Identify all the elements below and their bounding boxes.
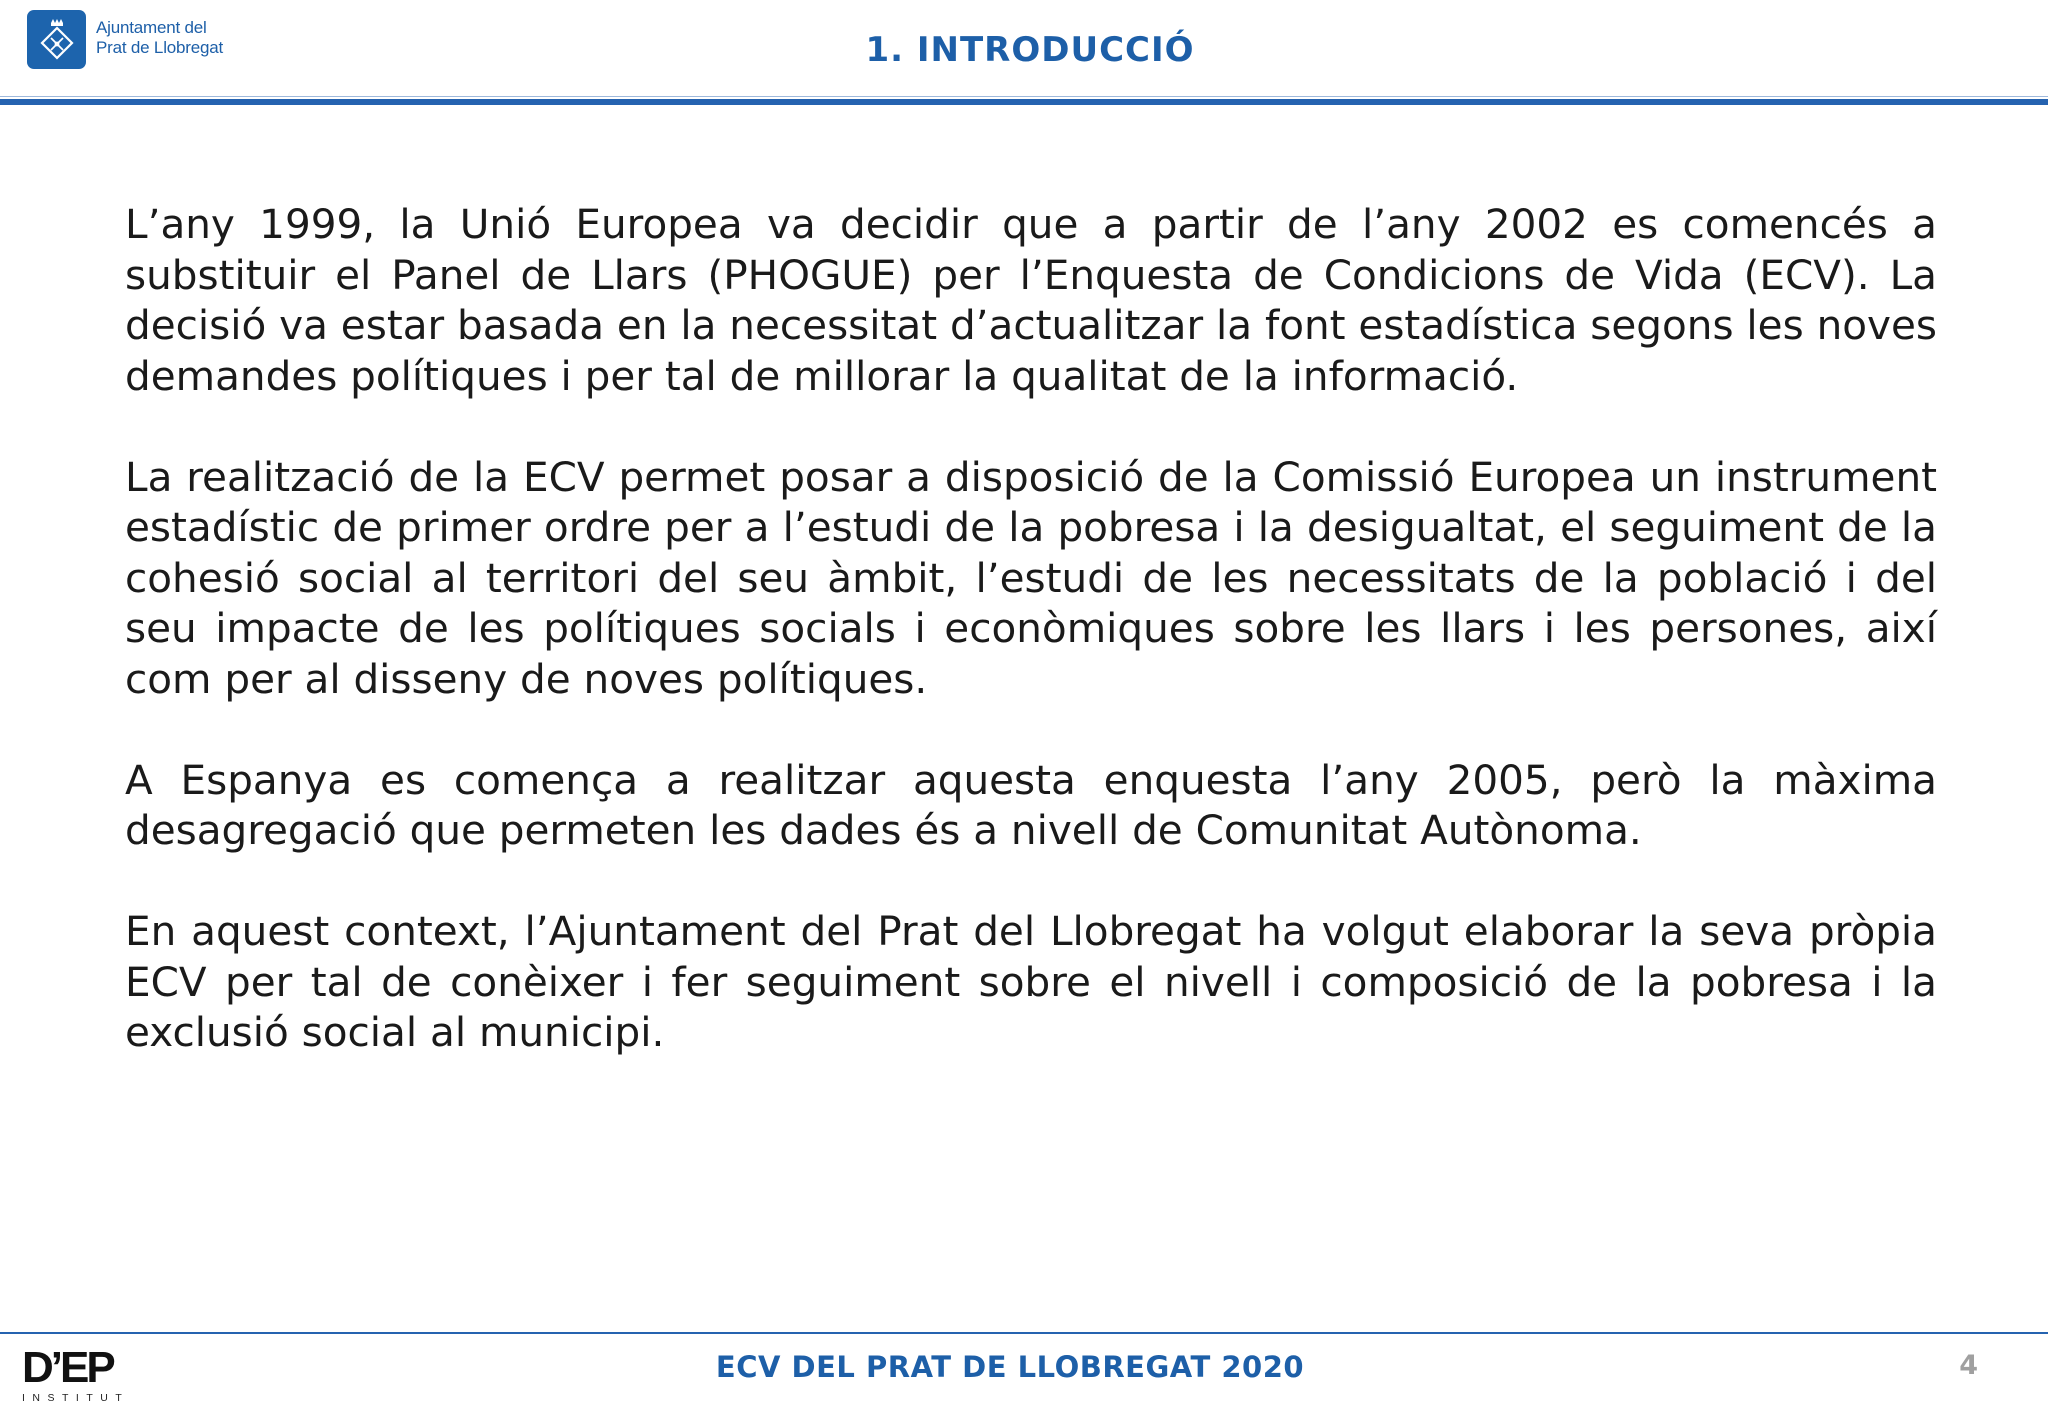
paragraph-2: La realització de la ECV permet posar a disposició de la Comissió Europea un instrument estadístic de primer ordre per a l’estudi de la pobresa i la desigualtat, el seguiment de la cohesió social al territori del seu àmbit, l’estudi de les necessitats de la població i del seu impacte de les polítiques socials i econòmiques sobre les llars i les persones, així com per al disseny de noves polítiques.	[125, 452, 1937, 703]
paragraph-3: A Espanya es comença a realitzar aquesta enquesta l’any 2005, però la màxima desagregació que permeten les dades és a nivell de Comunitat Autònoma.	[125, 755, 1937, 854]
page-number: 4	[1959, 1350, 1978, 1381]
footer-title: ECV DEL PRAT DE LLOBREGAT 2020	[715, 1350, 1305, 1384]
dep-institut-logo	[22, 1343, 134, 1404]
institution-name-line1: Ajuntament del	[96, 18, 207, 37]
header-divider-thin	[0, 96, 2048, 97]
institution-name-line2: Prat de Llobregat	[96, 38, 224, 57]
dep-logo-mark: D’EP	[22, 1343, 113, 1392]
dep-logo-sub: INSTITUT	[22, 1392, 130, 1404]
header-divider	[0, 99, 2048, 105]
institution-name	[96, 18, 223, 58]
body-content	[125, 199, 1937, 1108]
page-title: 1. INTRODUCCIÓ	[865, 30, 1195, 70]
footer-divider	[0, 1332, 2048, 1334]
ajuntament-logo-icon	[27, 10, 86, 69]
paragraph-1: L’any 1999, la Unió Europea va decidir que a partir de l’any 2002 es comencés a substituir el Panel de Llars (PHOGUE) per l’Enquesta de Condicions de Vida (ECV). La decisió va estar basada en la necessitat d’actualitzar la font estadística segons les noves demandes polítiques i per tal de millorar la qualitat de la informació.	[125, 200, 1937, 400]
paragraph-4: En aquest context, l’Ajuntament del Prat del Llobregat ha volgut elaborar la seva pròpia ECV per tal de conèixer i fer seguiment sobre el nivell i composició de la pobresa i la exclusió social al municipi.	[125, 907, 1937, 1056]
